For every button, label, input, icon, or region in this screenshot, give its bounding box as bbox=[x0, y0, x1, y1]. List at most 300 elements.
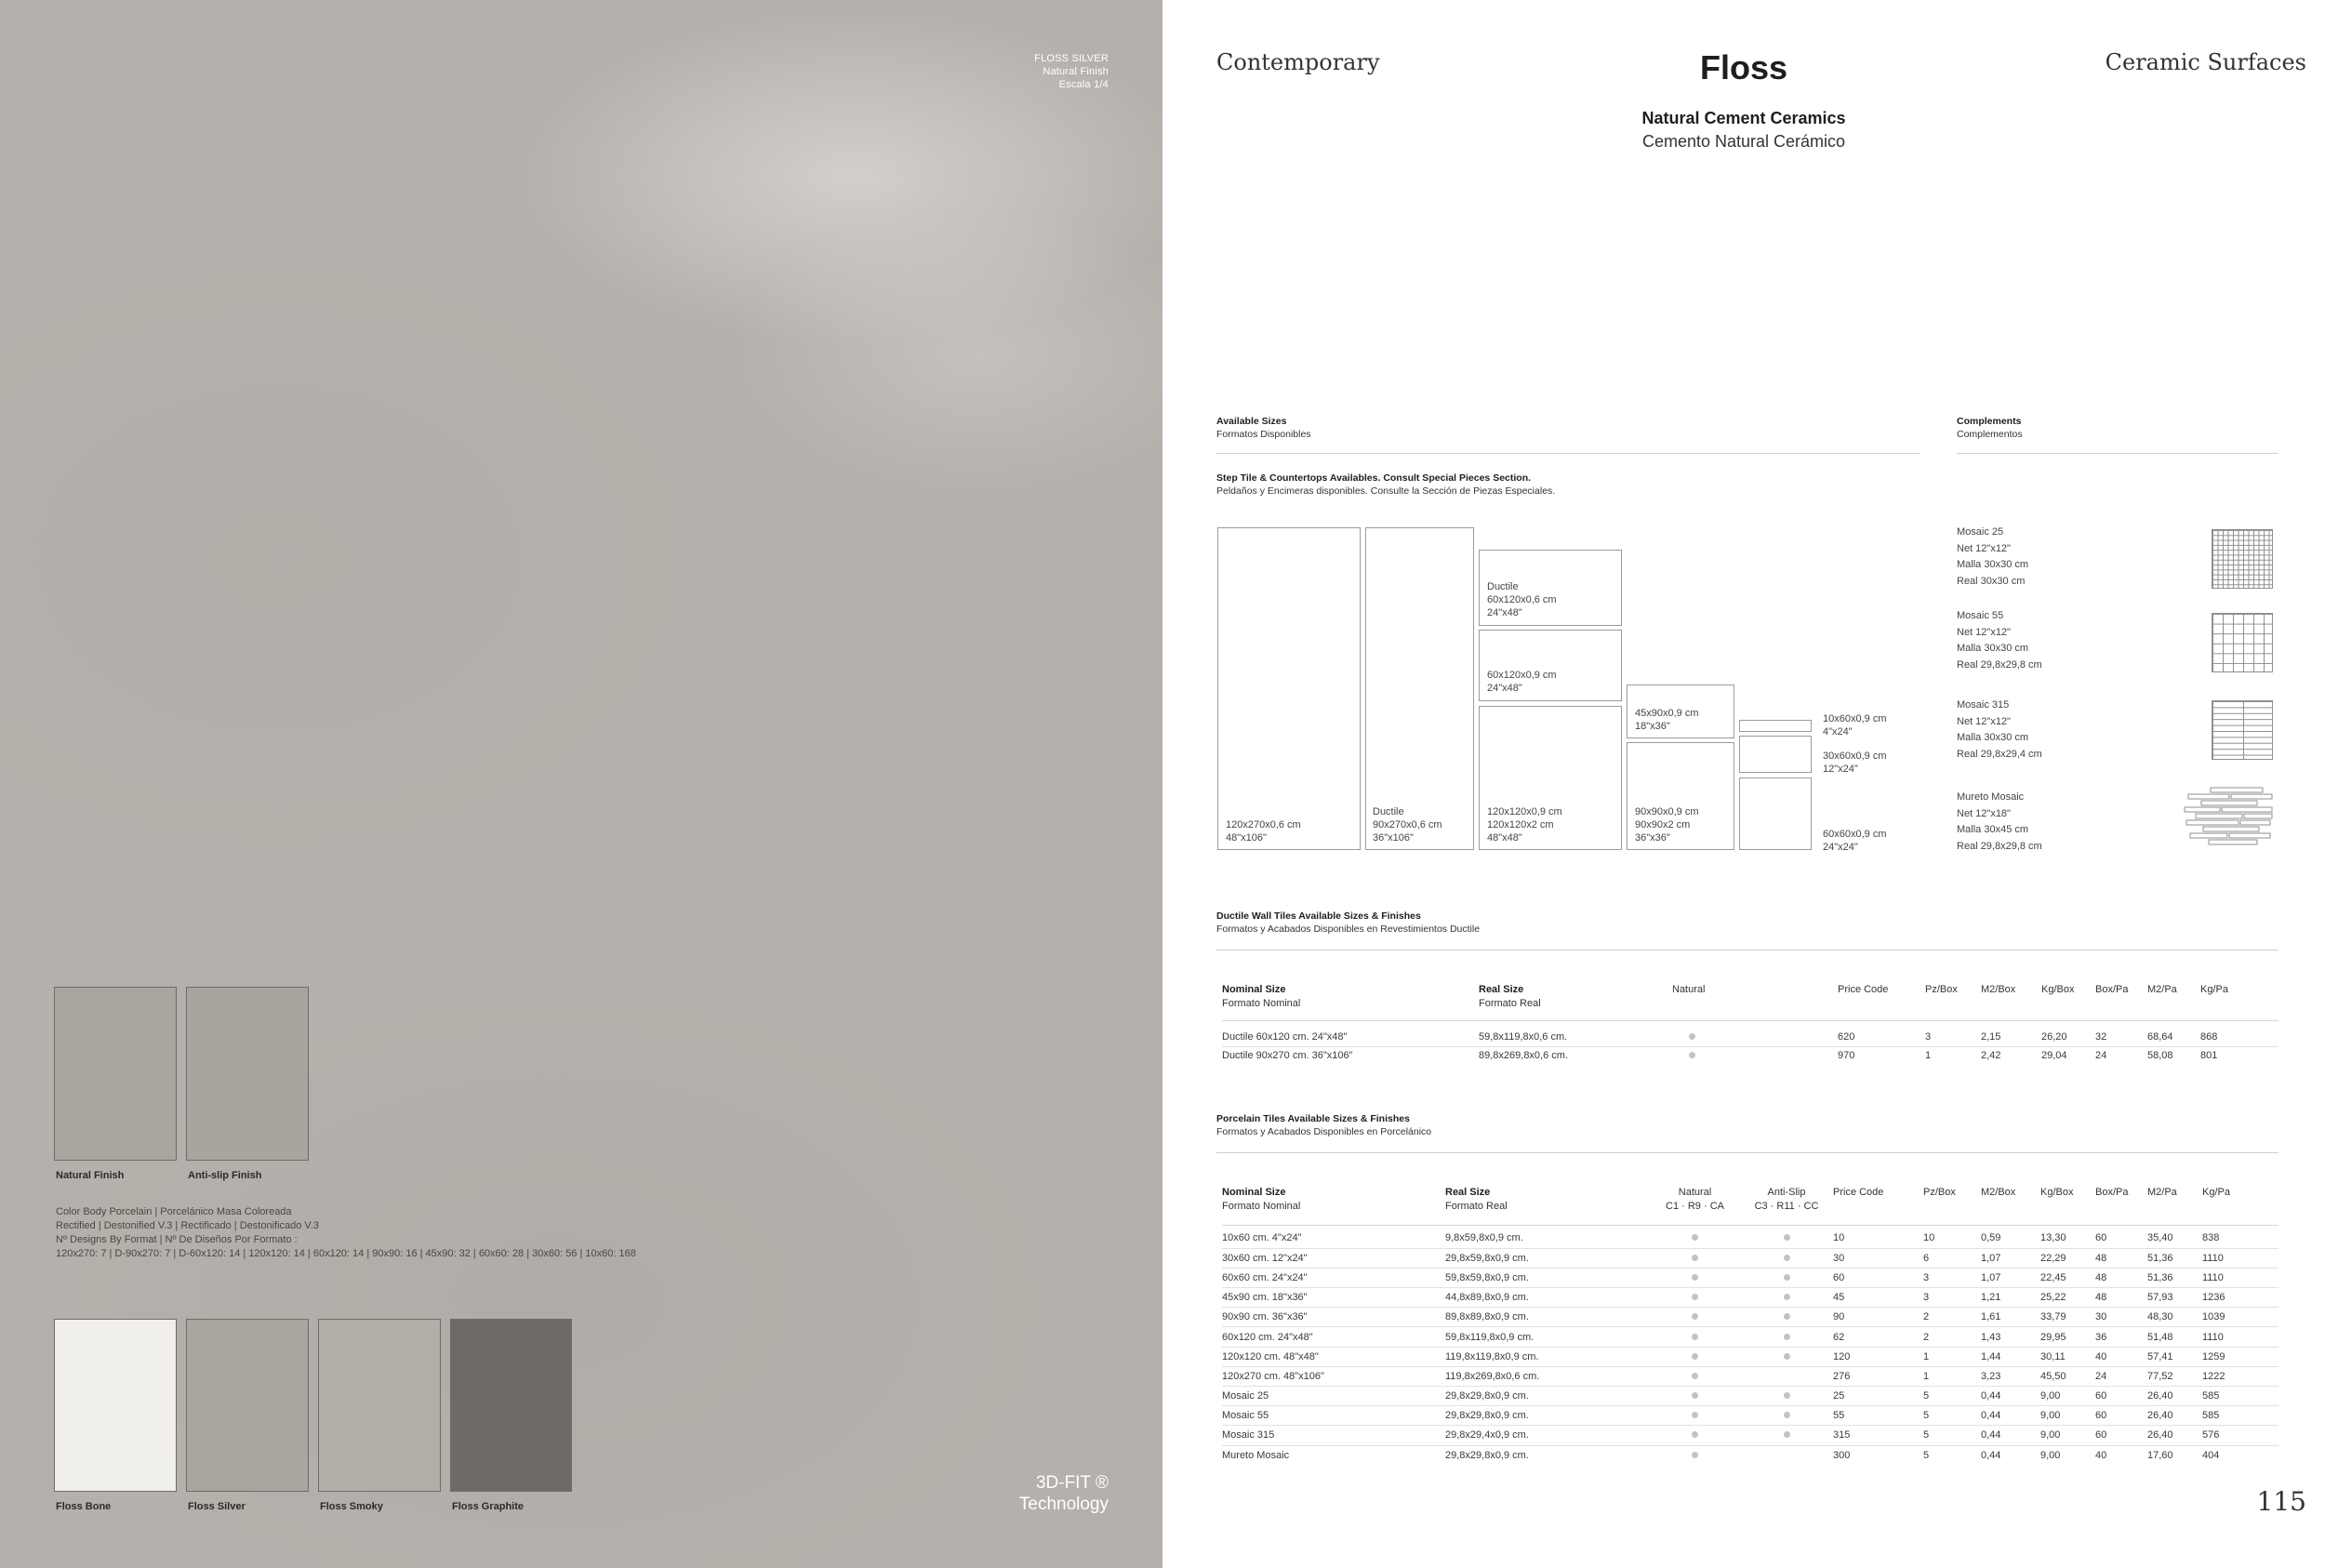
availability-dot-icon bbox=[1784, 1353, 1790, 1360]
availability-dot-icon bbox=[1692, 1452, 1698, 1458]
brand-title: Floss bbox=[1699, 48, 1788, 86]
cell: 1,43 bbox=[1981, 1331, 2001, 1343]
available-sizes-heading bbox=[1216, 415, 1311, 441]
tile-label-line: 60x120x0,6 cm bbox=[1487, 594, 1557, 605]
cell: 29,8x59,8x0,9 cm. bbox=[1445, 1252, 1529, 1264]
tile-label bbox=[1487, 805, 1562, 844]
caption-line: FLOSS SILVER bbox=[1034, 53, 1109, 64]
column-header-label: Real Size bbox=[1479, 984, 1524, 995]
tile-label-line: 4"x24" bbox=[1823, 726, 1853, 737]
cell: 59,8x119,8x0,6 cm. bbox=[1479, 1030, 1568, 1043]
spec-line: Color Body Porcelain | Porcelánico Masa Coloreada bbox=[56, 1206, 292, 1217]
section-title: Ductile Wall Tiles Available Sizes & Finishes bbox=[1216, 910, 1421, 922]
cell: 68,64 bbox=[2147, 1030, 2173, 1043]
caption-line: Escala 1/4 bbox=[1058, 79, 1109, 90]
cell: 55 bbox=[1833, 1410, 1845, 1422]
table-row bbox=[1222, 1028, 2278, 1046]
cell: 60x60 cm. 24"x24" bbox=[1222, 1271, 1308, 1283]
subtitle-es: Cemento Natural Cerámico bbox=[1641, 132, 1846, 151]
tile-texture-photo bbox=[0, 0, 1162, 1568]
availability-dot-icon bbox=[1692, 1412, 1698, 1418]
tile-label bbox=[1487, 580, 1557, 619]
cell: 13,30 bbox=[2040, 1232, 2066, 1244]
cell: 35,40 bbox=[2147, 1232, 2173, 1244]
column-header: M2/Pa bbox=[2147, 1187, 2177, 1198]
cell: 1039 bbox=[2202, 1311, 2225, 1323]
complement-line: Real 29,8x29,8 cm bbox=[1957, 658, 2042, 671]
step-tile-note bbox=[1216, 472, 1555, 498]
cell: 30 bbox=[1833, 1252, 1845, 1264]
collection-label: Contemporary bbox=[1216, 49, 1380, 75]
mosaic-55-grid-icon bbox=[2212, 613, 2273, 672]
cell: 1,61 bbox=[1981, 1311, 2001, 1323]
availability-dot-icon bbox=[1692, 1353, 1698, 1360]
category-label: Ceramic Surfaces bbox=[2105, 49, 2306, 75]
tile-label-line: 18"x36" bbox=[1635, 721, 1670, 732]
floss-graphite-swatch bbox=[450, 1319, 572, 1492]
cell: 60 bbox=[1833, 1271, 1845, 1283]
cell: 276 bbox=[1833, 1370, 1851, 1382]
complement-line: Net 12"x12" bbox=[1957, 626, 2011, 638]
availability-dot-icon bbox=[1692, 1334, 1698, 1340]
swatch-label: Anti-slip Finish bbox=[188, 1170, 262, 1181]
tile-10x60 bbox=[1739, 720, 1812, 732]
cell: 120 bbox=[1833, 1350, 1851, 1362]
column-header-sub: Formato Real bbox=[1445, 1201, 1508, 1212]
complement-line: Real 29,8x29,8 cm bbox=[1957, 840, 2042, 852]
cell: 2 bbox=[1923, 1311, 1930, 1323]
complement-line: Net 12"x18" bbox=[1957, 807, 2011, 819]
tile-label bbox=[1823, 828, 1886, 854]
table-row bbox=[1222, 1387, 2278, 1406]
tile-30x60 bbox=[1739, 736, 1812, 773]
cell: 3 bbox=[1923, 1271, 1930, 1283]
ductile-table-heading bbox=[1216, 910, 1480, 936]
cell: 1,07 bbox=[1981, 1271, 2001, 1283]
cell: 5 bbox=[1923, 1429, 1930, 1442]
swatch-label: Floss Smoky bbox=[320, 1501, 383, 1512]
tile-label-line: 48"x106" bbox=[1226, 832, 1267, 844]
complement-line: Malla 30x30 cm bbox=[1957, 559, 2029, 570]
cell: 10 bbox=[1923, 1232, 1935, 1244]
column-header: Natural bbox=[1672, 984, 1706, 995]
tile-label-line: 24"x48" bbox=[1487, 683, 1522, 694]
cell: 838 bbox=[2202, 1232, 2220, 1244]
cell bbox=[1740, 1406, 1833, 1426]
cell: 40 bbox=[2095, 1350, 2107, 1362]
cell: 1,21 bbox=[1981, 1292, 2001, 1304]
cell: 33,79 bbox=[2040, 1311, 2066, 1323]
divider bbox=[1957, 453, 2278, 454]
cell: 2,15 bbox=[1981, 1030, 2001, 1043]
complement-line: Malla 30x30 cm bbox=[1957, 732, 2029, 743]
cell bbox=[1672, 1028, 1838, 1046]
table-row bbox=[1222, 1268, 2278, 1287]
cell: 25,22 bbox=[2040, 1292, 2066, 1304]
column-header bbox=[1445, 1186, 1650, 1225]
cell: 119,8x269,8x0,6 cm. bbox=[1445, 1370, 1540, 1382]
cell: 89,8x269,8x0,6 cm. bbox=[1479, 1050, 1569, 1062]
cell: 10x60 cm. 4"x24" bbox=[1222, 1232, 1302, 1244]
technology-line: Technology bbox=[1018, 1495, 1109, 1514]
cell: 9,8x59,8x0,9 cm. bbox=[1445, 1232, 1523, 1244]
cell: 1259 bbox=[2202, 1350, 2225, 1362]
column-header bbox=[1222, 1186, 1445, 1225]
cell bbox=[1650, 1268, 1740, 1287]
table-row bbox=[1222, 1347, 2278, 1366]
spec-page bbox=[1162, 0, 2325, 1568]
cell: 868 bbox=[2200, 1030, 2218, 1043]
natural-finish-swatch bbox=[54, 987, 177, 1161]
tile-label-line: 12"x24" bbox=[1823, 764, 1858, 775]
availability-dot-icon bbox=[1784, 1412, 1790, 1418]
cell: 22,29 bbox=[2040, 1252, 2066, 1264]
column-header-sub: C3 · R11 · CC bbox=[1754, 1201, 1819, 1212]
tile-label-line: 36"x106" bbox=[1373, 832, 1414, 844]
page-number: 115 bbox=[2256, 1486, 2306, 1517]
availability-dot-icon bbox=[1784, 1392, 1790, 1399]
complement-line: Mosaic 25 bbox=[1957, 526, 2004, 538]
cell: 26,40 bbox=[2147, 1429, 2173, 1442]
tile-label-line: 36"x36" bbox=[1635, 832, 1670, 844]
table-row bbox=[1222, 1248, 2278, 1268]
cell: 59,8x119,8x0,9 cm. bbox=[1445, 1331, 1534, 1343]
cell: 60 bbox=[2095, 1410, 2107, 1422]
cell: 48,30 bbox=[2147, 1311, 2173, 1323]
cell: 1110 bbox=[2202, 1331, 2224, 1343]
availability-dot-icon bbox=[1692, 1313, 1698, 1320]
cell bbox=[1650, 1248, 1740, 1268]
cell bbox=[1650, 1327, 1740, 1347]
mureto-mosaic-icon bbox=[2183, 786, 2276, 851]
complement-mosaic-315 bbox=[1957, 698, 2042, 763]
cell: 1,07 bbox=[1981, 1252, 2001, 1264]
tile-label bbox=[1373, 805, 1442, 844]
tile-label bbox=[1635, 805, 1698, 844]
cell bbox=[1740, 1426, 1833, 1445]
cell: 51,36 bbox=[2147, 1252, 2173, 1264]
column-header-label: Real Size bbox=[1445, 1187, 1491, 1198]
complement-line: Malla 30x30 cm bbox=[1957, 643, 2029, 654]
cell: 120x120 cm. 48"x48" bbox=[1222, 1350, 1319, 1362]
cell: 1222 bbox=[2202, 1370, 2225, 1382]
cell bbox=[1672, 1046, 1838, 1065]
tile-label-line: 90x90x0,9 cm bbox=[1635, 806, 1699, 817]
column-header bbox=[1222, 983, 1479, 1020]
porcelain-table-heading bbox=[1216, 1112, 1431, 1138]
tile-label bbox=[1823, 712, 1886, 738]
cell: 24 bbox=[2095, 1050, 2107, 1062]
availability-dot-icon bbox=[1784, 1294, 1790, 1300]
cell: 970 bbox=[1838, 1050, 1855, 1062]
cell: 60x120 cm. 24"x48" bbox=[1222, 1331, 1313, 1343]
cell: Mosaic 25 bbox=[1222, 1390, 1269, 1402]
complement-mosaic-55 bbox=[1957, 608, 2042, 673]
cell: 2,42 bbox=[1981, 1050, 2001, 1062]
cell: 30x60 cm. 12"x24" bbox=[1222, 1252, 1308, 1264]
column-header: M2/Box bbox=[1981, 984, 2016, 995]
cell bbox=[1650, 1426, 1740, 1445]
section-title: Porcelain Tiles Available Sizes & Finishes bbox=[1216, 1113, 1410, 1124]
tile-label-line: Ductile bbox=[1373, 806, 1404, 817]
cell: 620 bbox=[1838, 1030, 1855, 1043]
cell: 62 bbox=[1833, 1331, 1845, 1343]
cell: 26,40 bbox=[2147, 1410, 2173, 1422]
cell: 300 bbox=[1833, 1449, 1851, 1461]
tile-label-line: 90x90x2 cm bbox=[1635, 819, 1691, 831]
caption-line: Natural Finish bbox=[1043, 66, 1109, 77]
column-header bbox=[1740, 1186, 1833, 1225]
complement-mureto-mosaic bbox=[1957, 790, 2042, 855]
availability-dot-icon bbox=[1784, 1255, 1790, 1261]
availability-dot-icon bbox=[1692, 1234, 1698, 1241]
section-title-es: Complementos bbox=[1957, 429, 2023, 440]
section-title: Available Sizes bbox=[1216, 416, 1287, 427]
porcelain-table-body bbox=[1222, 1225, 2278, 1465]
column-header bbox=[1650, 1186, 1740, 1225]
cell: 40 bbox=[2095, 1449, 2107, 1461]
tile-label-line: 10x60x0,9 cm bbox=[1823, 713, 1887, 724]
cell: 5 bbox=[1923, 1390, 1930, 1402]
column-header-sub: C1 · R9 · CA bbox=[1666, 1201, 1724, 1212]
technology-line: 3D-FIT ® bbox=[1035, 1473, 1109, 1493]
spec-line: Nº Designs By Format | Nº De Diseños Por Formato : bbox=[56, 1234, 298, 1245]
cell: 5 bbox=[1923, 1449, 1930, 1461]
tile-label bbox=[1487, 669, 1557, 695]
cell: 585 bbox=[2202, 1410, 2220, 1422]
cell: 315 bbox=[1833, 1429, 1851, 1442]
cell: 1236 bbox=[2202, 1292, 2225, 1304]
column-header: Kg/Pa bbox=[2200, 984, 2228, 995]
cell: 2 bbox=[1923, 1331, 1930, 1343]
column-header: Kg/Pa bbox=[2202, 1187, 2230, 1198]
cell: 576 bbox=[2202, 1429, 2220, 1442]
cell bbox=[1740, 1229, 1833, 1248]
cell: 0,59 bbox=[1981, 1232, 2001, 1244]
tile-label-line: Ductile bbox=[1487, 581, 1519, 592]
cell: 77,52 bbox=[2147, 1370, 2173, 1382]
availability-dot-icon bbox=[1784, 1431, 1790, 1438]
cell: Mosaic 315 bbox=[1222, 1429, 1275, 1442]
table-row bbox=[1222, 1327, 2278, 1347]
cell: 3,23 bbox=[1981, 1370, 2001, 1382]
cell bbox=[1740, 1248, 1833, 1268]
cell: 0,44 bbox=[1981, 1429, 2001, 1442]
cell: 60 bbox=[2095, 1232, 2107, 1244]
table-row bbox=[1222, 1046, 2278, 1065]
column-header bbox=[1479, 983, 1672, 1020]
availability-dot-icon bbox=[1692, 1392, 1698, 1399]
note-en: Step Tile & Countertops Availables. Consult Special Pieces Section. bbox=[1216, 472, 1532, 484]
section-title-es: Formatos y Acabados Disponibles en Porcelánico bbox=[1216, 1126, 1432, 1137]
availability-dot-icon bbox=[1692, 1274, 1698, 1281]
cell: Mureto Mosaic bbox=[1222, 1449, 1290, 1461]
cell bbox=[1740, 1308, 1833, 1327]
technology-label bbox=[1019, 1472, 1109, 1515]
spec-line: Rectified | Destonified V.3 | Rectificado | Destonificado V.3 bbox=[56, 1220, 319, 1231]
swatch-label: Floss Bone bbox=[56, 1501, 112, 1512]
cell: 0,44 bbox=[1981, 1390, 2001, 1402]
availability-dot-icon bbox=[1692, 1373, 1698, 1379]
cell: 29,8x29,8x0,9 cm. bbox=[1445, 1410, 1529, 1422]
cell: 5 bbox=[1923, 1410, 1930, 1422]
mosaic-25-grid-icon bbox=[2212, 529, 2273, 589]
cell: 29,8x29,4x0,9 cm. bbox=[1445, 1429, 1529, 1442]
photo-caption bbox=[1034, 52, 1109, 91]
cell bbox=[1650, 1445, 1740, 1465]
availability-dot-icon bbox=[1692, 1255, 1698, 1261]
complement-line: Mureto Mosaic bbox=[1957, 791, 2025, 803]
floss-smoky-swatch bbox=[318, 1319, 441, 1492]
cell: 45 bbox=[1833, 1292, 1845, 1304]
tile-label-line: 60x60x0,9 cm bbox=[1823, 829, 1887, 840]
cell: 90 bbox=[1833, 1311, 1845, 1323]
column-header: M2/Box bbox=[1981, 1187, 2016, 1198]
cell: 48 bbox=[2095, 1271, 2107, 1283]
cell bbox=[1650, 1308, 1740, 1327]
availability-dot-icon bbox=[1692, 1294, 1698, 1300]
tile-label bbox=[1823, 750, 1886, 776]
cell bbox=[1740, 1327, 1833, 1347]
product-specs bbox=[56, 1205, 636, 1261]
cell: 1 bbox=[1923, 1370, 1930, 1382]
note-es: Peldaños y Encimeras disponibles. Consulte la Sección de Piezas Especiales. bbox=[1216, 485, 1556, 497]
column-header-sub: Formato Nominal bbox=[1222, 1201, 1301, 1212]
cell: 48 bbox=[2095, 1252, 2107, 1264]
tile-label-line: 30x60x0,9 cm bbox=[1823, 751, 1887, 762]
cell: 1 bbox=[1925, 1050, 1932, 1062]
cell: 44,8x89,8x0,9 cm. bbox=[1445, 1292, 1529, 1304]
cell: Ductile 60x120 cm. 24"x48" bbox=[1222, 1030, 1348, 1043]
availability-dot-icon bbox=[1784, 1234, 1790, 1241]
column-header-label: Anti-Slip bbox=[1767, 1187, 1806, 1198]
tile-label bbox=[1635, 707, 1698, 733]
cell: 60 bbox=[2095, 1390, 2107, 1402]
column-header: Pz/Box bbox=[1923, 1187, 1956, 1198]
cell: 1,44 bbox=[1981, 1350, 2001, 1362]
cell bbox=[1740, 1347, 1833, 1366]
cell bbox=[1650, 1229, 1740, 1248]
cell: 6 bbox=[1923, 1252, 1930, 1264]
cell: Ductile 90x270 cm. 36"x106" bbox=[1222, 1050, 1353, 1062]
column-header-label: Nominal Size bbox=[1222, 1187, 1286, 1198]
complement-line: Real 30x30 cm bbox=[1957, 575, 2026, 587]
floss-bone-swatch bbox=[54, 1319, 177, 1492]
cell: 10 bbox=[1833, 1232, 1845, 1244]
tile-label bbox=[1226, 818, 1301, 844]
availability-dot-icon bbox=[1689, 1052, 1695, 1058]
cell bbox=[1650, 1366, 1740, 1386]
cell: 801 bbox=[2200, 1050, 2218, 1062]
column-header: Price Code bbox=[1833, 1187, 1884, 1198]
table-header-row bbox=[1222, 983, 2278, 1020]
column-header-label: Nominal Size bbox=[1222, 984, 1286, 995]
complement-mosaic-25 bbox=[1957, 525, 2028, 590]
column-header: Pz/Box bbox=[1925, 984, 1958, 995]
cell: 404 bbox=[2202, 1449, 2220, 1461]
tile-label-line: 24"x24" bbox=[1823, 842, 1858, 853]
swatch-label: Natural Finish bbox=[56, 1170, 125, 1181]
table-row bbox=[1222, 1406, 2278, 1426]
complement-line: Net 12"x12" bbox=[1957, 542, 2011, 554]
table-row bbox=[1222, 1308, 2278, 1327]
cell: 29,04 bbox=[2041, 1050, 2067, 1062]
cell: 585 bbox=[2202, 1390, 2220, 1402]
cell bbox=[1650, 1347, 1740, 1366]
cell bbox=[1650, 1406, 1740, 1426]
column-header: M2/Pa bbox=[2147, 984, 2177, 995]
cell: 51,48 bbox=[2147, 1331, 2173, 1343]
ductile-table bbox=[1222, 983, 2278, 1065]
cell: 45x90 cm. 18"x36" bbox=[1222, 1292, 1308, 1304]
cell bbox=[1650, 1288, 1740, 1308]
cell: 29,95 bbox=[2040, 1331, 2066, 1343]
table-row bbox=[1222, 1288, 2278, 1308]
cell: Mosaic 55 bbox=[1222, 1410, 1269, 1422]
cell: 30 bbox=[2095, 1311, 2107, 1323]
tile-label-line: 45x90x0,9 cm bbox=[1635, 708, 1699, 719]
cell: 9,00 bbox=[2040, 1390, 2061, 1402]
tile-label-line: 60x120x0,9 cm bbox=[1487, 670, 1557, 681]
spec-line: 120x270: 7 | D-90x270: 7 | D-60x120: 14 | 120x120: 14 | 60x120: 14 | 90x90: 16 | 45x90: 32 | 60x60: 28 | 30x60: 56 | 10x60: 168 bbox=[56, 1248, 636, 1259]
cell: 0,44 bbox=[1981, 1449, 2001, 1461]
cell bbox=[1650, 1387, 1740, 1406]
complement-line: Malla 30x45 cm bbox=[1957, 824, 2029, 835]
complement-line: Net 12"x12" bbox=[1957, 715, 2011, 727]
table-row bbox=[1222, 1426, 2278, 1445]
availability-dot-icon bbox=[1692, 1431, 1698, 1438]
subtitle-en: Natural Cement Ceramics bbox=[1641, 109, 1846, 127]
cell bbox=[1740, 1387, 1833, 1406]
column-header-sub: Formato Nominal bbox=[1222, 998, 1301, 1009]
cell: 3 bbox=[1925, 1030, 1932, 1043]
cell: 51,36 bbox=[2147, 1271, 2173, 1283]
complement-line: Real 29,8x29,4 cm bbox=[1957, 748, 2042, 760]
cell bbox=[1740, 1288, 1833, 1308]
column-header: Price Code bbox=[1838, 984, 1889, 995]
cell: 29,8x29,8x0,9 cm. bbox=[1445, 1449, 1529, 1461]
cell: 119,8x119,8x0,9 cm. bbox=[1445, 1350, 1539, 1362]
tile-label-line: 24"x48" bbox=[1487, 607, 1522, 618]
mosaic-315-grid-icon bbox=[2212, 700, 2273, 760]
availability-dot-icon bbox=[1689, 1033, 1695, 1040]
cell: 30,11 bbox=[2040, 1350, 2066, 1362]
swatch-label: Floss Graphite bbox=[452, 1501, 525, 1512]
cell: 1110 bbox=[2202, 1252, 2224, 1264]
column-header: Kg/Box bbox=[2040, 1187, 2074, 1198]
cell: 45,50 bbox=[2040, 1370, 2066, 1382]
availability-dot-icon bbox=[1784, 1313, 1790, 1320]
cell: 36 bbox=[2095, 1331, 2107, 1343]
table-header-row bbox=[1222, 1186, 2278, 1225]
table-row bbox=[1222, 1445, 2278, 1465]
table-row bbox=[1222, 1229, 2278, 1248]
divider bbox=[1216, 1152, 2278, 1153]
column-header: Kg/Box bbox=[2041, 984, 2075, 995]
cell: 0,44 bbox=[1981, 1410, 2001, 1422]
tile-label-line: 48"x48" bbox=[1487, 832, 1522, 844]
porcelain-table bbox=[1222, 1186, 2278, 1465]
tile-ductile-90x270 bbox=[1365, 527, 1474, 850]
cell bbox=[1740, 1445, 1833, 1465]
column-header: Box/Pa bbox=[2095, 1187, 2129, 1198]
cell: 3 bbox=[1923, 1292, 1930, 1304]
complements-heading bbox=[1957, 415, 2023, 441]
section-title-es: Formatos y Acabados Disponibles en Revestimientos Ductile bbox=[1216, 924, 1481, 935]
cell: 9,00 bbox=[2040, 1449, 2061, 1461]
availability-dot-icon bbox=[1784, 1274, 1790, 1281]
complement-line: Mosaic 315 bbox=[1957, 699, 2010, 711]
